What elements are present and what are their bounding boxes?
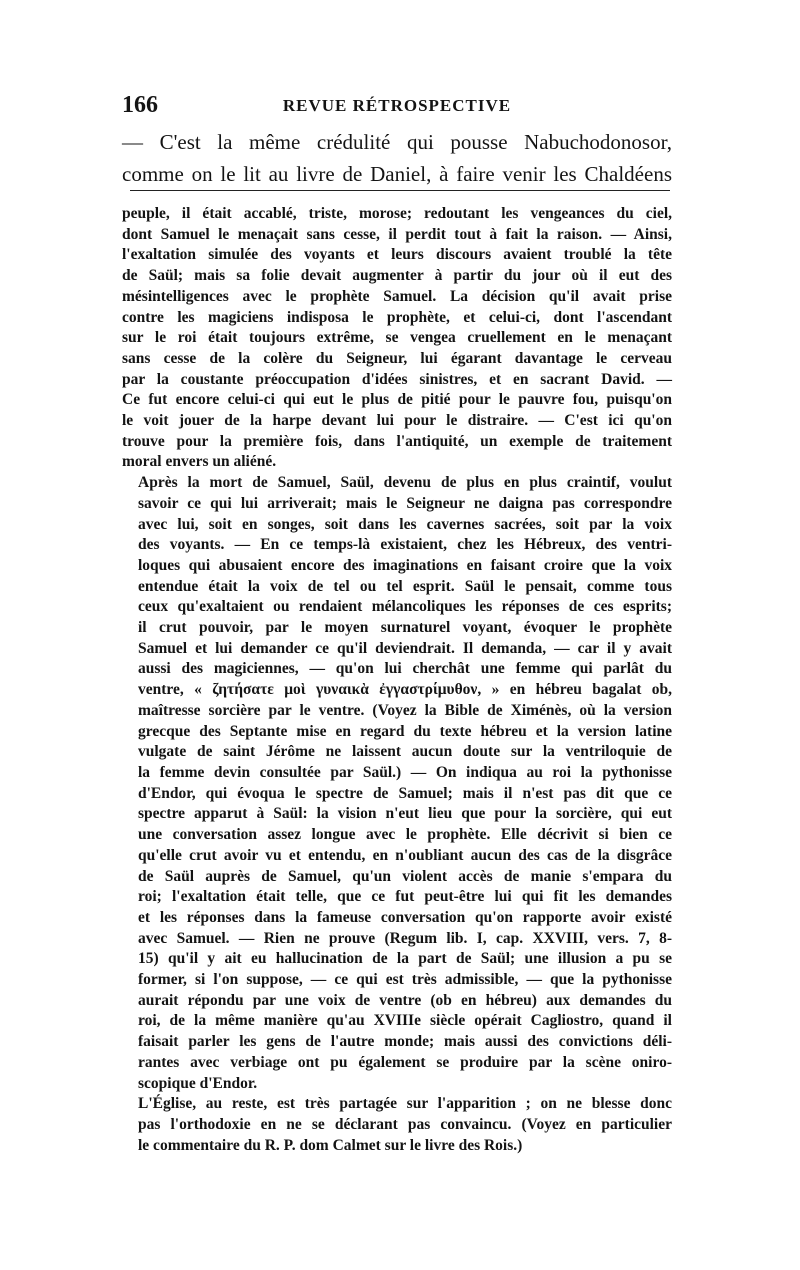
footnote-line: roi, de la même manière qu'au XVIIIe siècle opérait Cagliostro, quand il (138, 1012, 672, 1030)
footnote-line: Ce fut encore celui-ci qui eut le plus de pitié pour le pauvre fou, puisqu'on (122, 391, 672, 409)
footnote-line: L'Église, au reste, est très partagée sur l'apparition ; on ne blesse donc (138, 1095, 672, 1113)
footnote-line: de Saül auprès de Samuel, qu'un violent accès de manie s'empara du (138, 867, 672, 885)
footnote-line: sans cesse de la colère du Seigneur, lui égarant davantage le cerveau (122, 349, 672, 367)
footnote-line: ceux qu'exaltaient ou rendaient mélancoliques les réponses de ces esprits; (138, 598, 672, 616)
page-number: 166 (122, 92, 158, 118)
footnote-line: dont Samuel le menaçait sans cesse, il perdit tout à fait la raison. — Ainsi, (122, 225, 672, 243)
footnote-line: entendue était la voix de tel ou tel esprit. Saül le pensait, comme tous (138, 577, 672, 595)
footnote-line: avec Samuel. — Rien ne prouve (Regum lib. I, cap. XXVIII, vers. 7, 8- (138, 929, 672, 947)
footnote-line: former, si l'on suppose, — ce qui est très admissible, — que la pythonisse (138, 971, 672, 989)
footnote-line: grecque des Septante mise en regard du texte hébreu et la version latine (138, 722, 672, 740)
footnote-line: il crut pouvoir, par le moyen surnaturel voyant, évoquer le prophète (138, 619, 672, 637)
footnote-line: sur le roi était toujours extrême, se vengea cruellement en le menaçant (122, 329, 672, 347)
footnote-line: pas l'orthodoxie en ne se déclarant pas convaincu. (Voyez en particulier (138, 1115, 672, 1133)
footnote-line: contre les magiciens indisposa le prophète, et celui-ci, dont l'ascendant (122, 308, 672, 326)
footnote-line: savoir ce qui lui arriverait; mais le Seigneur ne daigna pas correspondre (138, 494, 672, 512)
footnote-line: qu'elle crut avoir vu et entendu, en n'oubliant aucun des cas de la disgrâce (138, 846, 672, 864)
footnote-line: le commentaire du R. P. dom Calmet sur le livre des Rois.) (138, 1136, 523, 1154)
footnote-line: faisait parler les gens de l'autre monde; mais aussi des convictions déli- (138, 1033, 672, 1051)
footnote-line: aurait répondu par une voix de ventre (ob en hébreu) aux demandes du (138, 991, 672, 1009)
footnote-line: par la coustante préoccupation d'idées sinistres, et en sacrant David. — (122, 370, 672, 388)
footnote-line: loques qui abusaient encore des imaginations en faisant croire que la voix (138, 556, 672, 574)
footnote-line: l'exaltation simulée des voyants et leurs discours avaient troublé la tête (122, 246, 672, 264)
main-text-line: — C'est la même crédulité qui pousse Nabuchodonosor, (122, 130, 672, 154)
footnote-line: Après la mort de Samuel, Saül, devenu de plus en plus craintif, voulut (138, 474, 672, 492)
footnote-line: le voit jouer de la harpe devant lui pour le distraire. — C'est ici qu'on (122, 412, 672, 430)
footnote-line: et les réponses dans la fameuse conversation qu'on rapporte avoir existé (138, 908, 672, 926)
footnote-line: une conversation assez longue avec le prophète. Elle décrivit si bien ce (138, 826, 672, 844)
footnote-line: rantes avec verbiage ont pu également se produire par la scène oniro- (138, 1053, 672, 1071)
footnote-separator-rule (130, 190, 670, 191)
footnote-line: de Saül; mais sa folie devait augmenter à partir du jour où il eut des (122, 267, 672, 285)
footnote-line: moral envers un aliéné. (122, 453, 277, 471)
footnote-line: roi; l'exaltation était telle, que ce fut peut-être lui qui fit les demandes (138, 888, 672, 906)
main-text-line: comme on le lit au livre de Daniel, à faire venir les Chaldéens (122, 162, 672, 186)
footnote-line: avec lui, soit en songes, soit dans les cavernes sacrées, soit par la voix (138, 515, 672, 533)
footnote-line: trouve pour la première fois, dans l'antiquité, un exemple de traitement (122, 432, 672, 450)
footnote-line: maîtresse sorcière par le ventre. (Voyez la Bible de Ximénès, où la version (138, 701, 672, 719)
page-header (122, 92, 672, 124)
footnote-line: scopique d'Endor. (138, 1074, 258, 1092)
footnote-line: peuple, il était accablé, triste, morose; redoutant les vengeances du ciel, (122, 205, 672, 222)
footnote-line: vulgate de saint Jérôme ne laissent aucun doute sur la ventriloquie de (138, 743, 672, 761)
footnote-line: spectre apparut à Saül: la vision n'eut lieu que pour la sorcière, qui eut (138, 805, 672, 823)
main-text (122, 126, 672, 190)
footnote-line: Samuel et lui demander ce qu'il deviendrait. Il demanda, — car il y avait (138, 639, 672, 657)
footnote-line: 15) qu'il y ait eu hallucination de la part de Saül; une illusion a pu se (138, 950, 672, 968)
running-title: REVUE RÉTROSPECTIVE (282, 96, 512, 115)
footnote-line: mésintelligences avec le prophète Samuel. La décision qu'il avait prise (122, 287, 672, 305)
footnote-paragraph (122, 204, 672, 473)
footnote-line: ventre, « ζητήσατε μοὶ γυναικὰ ἐγγαστρίμυθον, » en hébreu bagalat ob, (138, 681, 672, 699)
footnote-line: la femme devin consultée par Saül.) — On indiqua au roi la pythonisse (138, 763, 672, 781)
footnote (122, 204, 672, 1156)
footnote-line: d'Endor, qui évoqua le spectre de Samuel; mais il n'est pas dit que ce (138, 784, 672, 802)
footnote-paragraph (122, 1094, 672, 1156)
footnote-line: aussi des magiciennes, — qu'on lui cherchât une femme qui parlât du (138, 660, 672, 678)
footnote-line: des voyants. — En ce temps-là existaient, chez les Hébreux, des ventri- (138, 536, 672, 554)
footnote-paragraph (122, 473, 672, 1094)
